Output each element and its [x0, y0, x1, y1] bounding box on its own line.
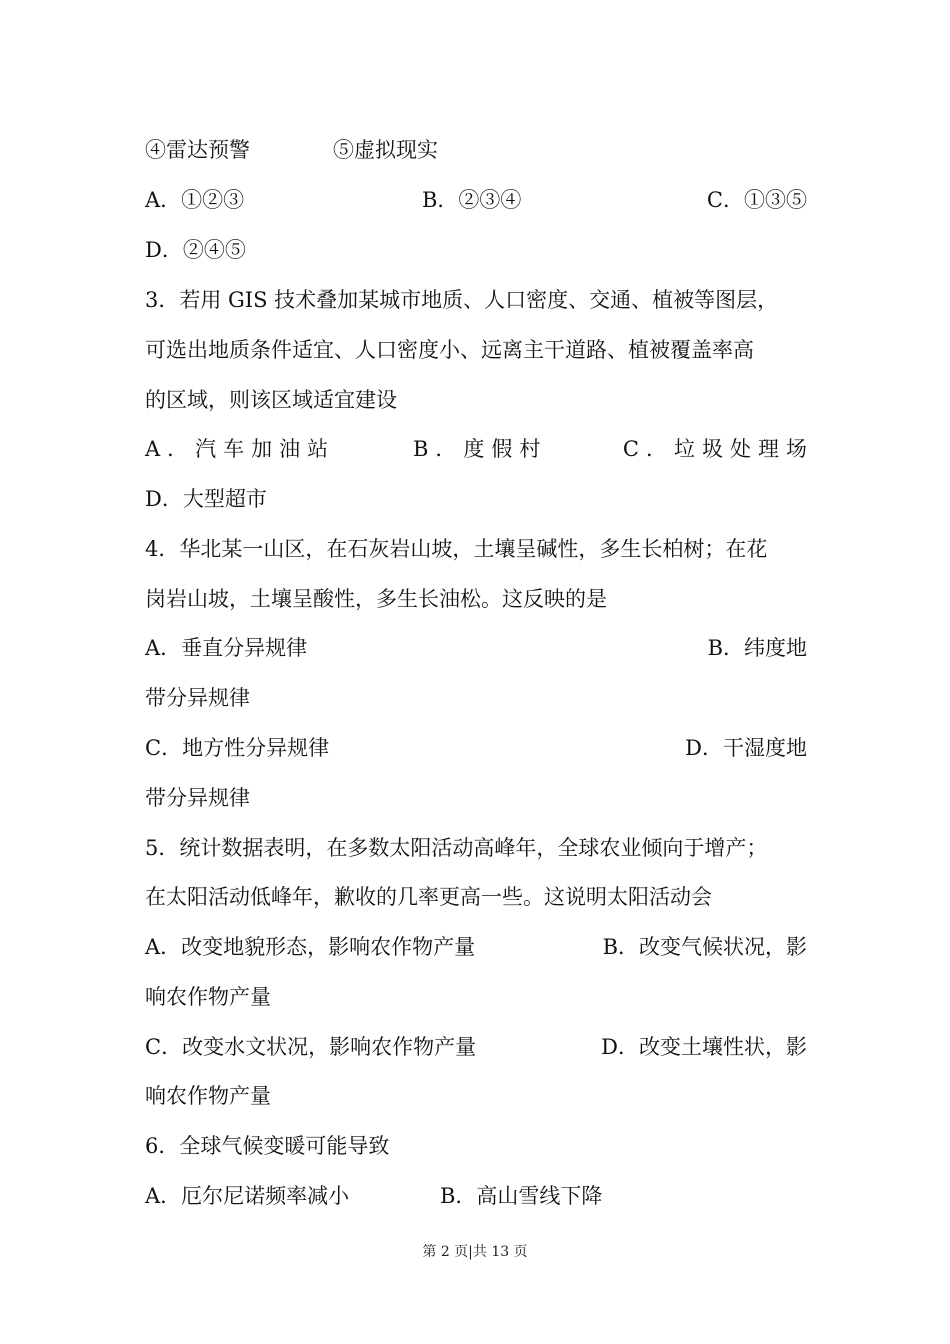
q6-stem: 6．全球气候变暖可能导致 — [145, 1134, 390, 1158]
q6-option-b: B．高山雪线下降 — [440, 1184, 603, 1208]
q2-option-c: C．①③⑤ — [706, 188, 807, 212]
options-line — [145, 132, 807, 168]
q5-option-b: B．改变气候状况，影 — [602, 935, 807, 959]
q6-options-row — [145, 1178, 807, 1214]
q3-stem-line-1: 3．若用 GIS 技术叠加某城市地质、人口密度、交通、植被等图层， — [145, 288, 779, 312]
q3-option-c: C．垃圾处理场 — [622, 437, 814, 461]
q6-option-a: A．厄尔尼诺频率减小 — [145, 1184, 350, 1208]
q3-options-row — [145, 431, 814, 467]
q4-stem-line-1: 4．华北某一山区，在石灰岩山坡，土壤呈碱性，多生长柏树；在花 — [145, 537, 768, 561]
q4-option-b-continued: 带分异规律 — [145, 686, 250, 710]
q4-option-c: C．地方性分异规律 — [145, 736, 330, 760]
q4-option-d-continued: 带分异规律 — [145, 786, 250, 810]
option-4: ④雷达预警 — [145, 138, 250, 162]
q3-option-d: D．大型超市 — [145, 487, 267, 511]
q4-option-d: D．干湿度地 — [685, 736, 807, 760]
q5-stem-line-1: 5．统计数据表明，在多数太阳活动高峰年，全球农业倾向于增产； — [145, 836, 768, 860]
q5-option-d-continued: 响农作物产量 — [145, 1084, 271, 1108]
q5-options-row-1 — [145, 929, 807, 965]
q2-options-row — [145, 182, 807, 218]
q5-option-c: C．改变水文状况，影响农作物产量 — [145, 1035, 477, 1059]
q3-stem-line-3: 的区域，则该区域适宜建设 — [145, 388, 397, 412]
q2-option-d: D．②④⑤ — [145, 238, 246, 262]
q4-stem-line-2: 岗岩山坡，土壤呈酸性，多生长油松。这反映的是 — [145, 587, 607, 611]
option-5: ⑤虚拟现实 — [333, 138, 438, 162]
q5-option-d: D．改变土壤性状，影 — [601, 1035, 807, 1059]
q5-stem-line-2: 在太阳活动低峰年，歉收的几率更高一些。这说明太阳活动会 — [145, 885, 712, 909]
q2-option-b: B．②③④ — [422, 188, 522, 212]
q4-options-row-1 — [145, 630, 807, 666]
q3-stem-line-2: 可选出地质条件适宜、人口密度小、远离主干道路、植被覆盖率高 — [145, 338, 754, 362]
q5-options-row-2 — [145, 1029, 807, 1065]
q4-options-row-2 — [145, 730, 807, 766]
q5-option-a: A．改变地貌形态，影响农作物产量 — [145, 935, 476, 959]
q4-option-a: A．垂直分异规律 — [145, 636, 308, 660]
q2-option-a: A．①②③ — [145, 188, 245, 212]
q3-option-b: B．度假村 — [413, 437, 548, 461]
q3-option-a: A．汽车加油站 — [145, 437, 336, 461]
page-number-footer: 第 2 页|共 13 页 — [422, 1244, 528, 1260]
q5-option-b-continued: 响农作物产量 — [145, 985, 271, 1009]
q4-option-b: B．纬度地 — [707, 636, 807, 660]
